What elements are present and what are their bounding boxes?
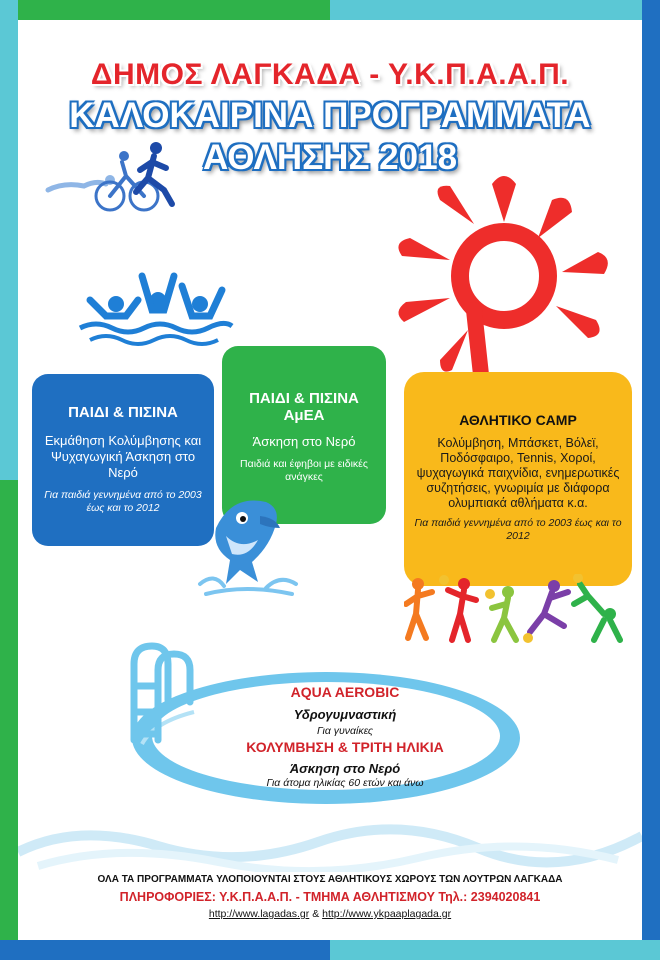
frame-right-bottom bbox=[642, 480, 660, 960]
link-lagadas[interactable]: http://www.lagadas.gr bbox=[208, 908, 310, 920]
program-description: Κολύμβηση, Μπάσκετ, Βόλεϊ, Ποδόσφαιρο, Tennis, Χοροί, ψυχαγωγικά παιχνίδια, ενημερωτικές συζητήσεις, γνωριμία με διάφορα ολυμπιακά αθλήματα κ.α. bbox=[416, 436, 620, 510]
venue-statement: ΟΛΑ ΤΑ ΠΡΟΓΡΑΜΜΑΤΑ ΥΛΟΠΟΙΟΥΝΤΑΙ ΣΤΟΥΣ ΑΘΛΗΤΙΚΟΥΣ ΧΩΡΟΥΣ ΤΩΝ ΛΟΥΤΡΩΝ ΛΑΓΚΑΔΑ bbox=[97, 874, 563, 885]
senior-swimming-note: Για άτομα ηλικίας 60 ετών και άνω bbox=[266, 777, 424, 789]
link-ykpaaplagada[interactable]: http://www.ykpaaplagada.gr bbox=[322, 908, 452, 920]
swimmers-icon bbox=[76, 270, 236, 354]
aqua-aerobic-subtitle: Υδρογυμναστική bbox=[293, 707, 397, 722]
poster-subtitle: ΑΘΛΗΣΗΣ 2018 bbox=[202, 138, 458, 177]
poster-title: ΚΑΛΟΚΑΙΡΙΝΑ ΠΡΟΓΡΑΜΜΑΤΑ bbox=[69, 96, 591, 135]
program-note: Παιδιά και έφηβοι με ειδικές ανάγκες bbox=[240, 458, 368, 483]
senior-swimming-title: ΚΟΛΥΜΒΗΣΗ & ΤΡΙΤΗ ΗΛΙΚΙΑ bbox=[246, 739, 444, 755]
program-note: Για παιδιά γεννημένα από το 2003 έως και το 2012 bbox=[414, 517, 622, 542]
aqua-aerobic-title: AQUA AEROBIC bbox=[290, 684, 400, 700]
link-separator: & bbox=[312, 908, 320, 920]
senior-swimming-subtitle: Άσκηση στο Νερό bbox=[289, 761, 401, 776]
contact-info: ΠΛΗΡΟΦΟΡΙΕΣ: Υ.Κ.Π.Α.Α.Π. - ΤΜΗΜΑ ΑΘΛΗΤΙΣΜΟΥ Τηλ.: 2394020841 bbox=[119, 890, 541, 904]
frame-bottom-left bbox=[0, 940, 330, 960]
frame-bottom-right bbox=[330, 940, 660, 960]
frame-top-right bbox=[330, 0, 660, 20]
website-links bbox=[0, 908, 660, 920]
program-description: Άσκηση στο Νερό bbox=[252, 434, 356, 449]
frame-top-left bbox=[0, 0, 330, 20]
sun-icon bbox=[392, 170, 632, 390]
aqua-aerobic-note: Για γυναίκες bbox=[316, 725, 374, 737]
frame-left-bottom bbox=[0, 480, 18, 960]
program-description: Εκμάθηση Κολύμβησης και Ψυχαγωγική Άσκηση στο Νερό bbox=[44, 433, 202, 480]
program-title: ΠΑΙΔΙ & ΠΙΣΙΝΑ bbox=[68, 404, 178, 421]
children-playing-icon bbox=[404, 574, 628, 648]
program-note: Για παιδιά γεννημένα από το 2003 έως και το 2012 bbox=[44, 489, 202, 514]
program-card-child-pool bbox=[32, 374, 214, 546]
water-splash-decoration bbox=[18, 812, 642, 872]
dolphin-icon bbox=[196, 488, 306, 598]
municipality-title: ΔΗΜΟΣ ΛΑΓΚΑΔΑ - Υ.Κ.Π.Α.Α.Π. bbox=[90, 58, 570, 91]
program-title: ΑΘΛΗΤΙΚΟ CAMP bbox=[459, 412, 577, 428]
triathlon-icon bbox=[44, 140, 184, 216]
program-title: ΠΑΙΔΙ & ΠΙΣΙΝΑ ΑμΕΑ bbox=[249, 390, 359, 424]
program-card-sports-camp bbox=[404, 372, 632, 586]
